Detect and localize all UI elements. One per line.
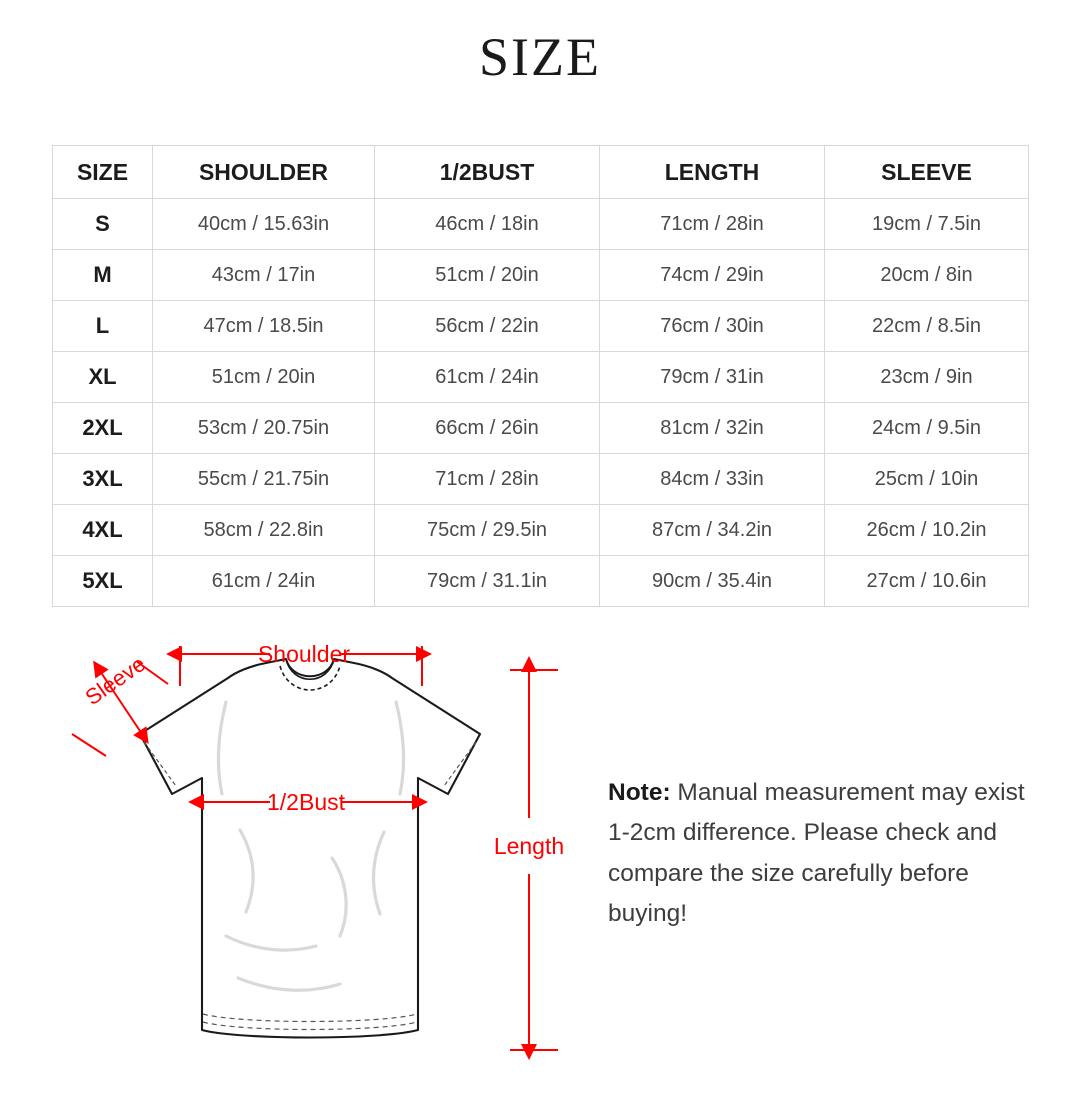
- cell-length: 87cm / 34.2in: [600, 505, 825, 556]
- page-title: SIZE: [479, 27, 601, 87]
- cell-shoulder: 58cm / 22.8in: [153, 505, 375, 556]
- cell-size: M: [53, 250, 153, 301]
- cell-size: 5XL: [53, 556, 153, 607]
- column-header-length: LENGTH: [600, 146, 825, 199]
- cell-sleeve: 23cm / 9in: [825, 352, 1029, 403]
- cell-sleeve: 20cm / 8in: [825, 250, 1029, 301]
- cell-length: 79cm / 31in: [600, 352, 825, 403]
- cell-length: 81cm / 32in: [600, 403, 825, 454]
- cell-bust: 75cm / 29.5in: [375, 505, 600, 556]
- table-row: [53, 505, 1029, 556]
- cell-size: 4XL: [53, 505, 153, 556]
- note-body: Manual measurement may exist 1-2cm difference. Please check and compare the size carefully before buying!: [608, 778, 1025, 928]
- cell-shoulder: 43cm / 17in: [153, 250, 375, 301]
- table-row: [53, 352, 1029, 403]
- table-row: [53, 403, 1029, 454]
- shoulder-label: Shoulder: [257, 641, 351, 667]
- cell-sleeve: 22cm / 8.5in: [825, 301, 1029, 352]
- table-row: [53, 301, 1029, 352]
- cell-shoulder: 40cm / 15.63in: [153, 199, 375, 250]
- cell-bust: 61cm / 24in: [375, 352, 600, 403]
- column-header-size: SIZE: [53, 146, 153, 199]
- cell-length: 71cm / 28in: [600, 199, 825, 250]
- table-row: [53, 556, 1029, 607]
- table-row: [53, 250, 1029, 301]
- cell-sleeve: 25cm / 10in: [825, 454, 1029, 505]
- cell-bust: 51cm / 20in: [375, 250, 600, 301]
- cell-bust: 79cm / 31.1in: [375, 556, 600, 607]
- table-header-row: [53, 146, 1029, 199]
- cell-sleeve: 27cm / 10.6in: [825, 556, 1029, 607]
- size-table-container: [52, 145, 1028, 607]
- cell-length: 90cm / 35.4in: [600, 556, 825, 607]
- cell-length: 76cm / 30in: [600, 301, 825, 352]
- tshirt-illustration: [140, 659, 480, 1038]
- column-header-shoulder: SHOULDER: [153, 146, 375, 199]
- cell-size: L: [53, 301, 153, 352]
- cell-size: S: [53, 199, 153, 250]
- note-text: [608, 773, 1040, 936]
- sleeve-label: Sleeve: [80, 651, 150, 711]
- bust-label: 1/2Bust: [267, 789, 345, 815]
- cell-sleeve: 19cm / 7.5in: [825, 199, 1029, 250]
- cell-bust: 66cm / 26in: [375, 403, 600, 454]
- table-row: [53, 454, 1029, 505]
- cell-shoulder: 55cm / 21.75in: [153, 454, 375, 505]
- cell-shoulder: 51cm / 20in: [153, 352, 375, 403]
- note-label: Note:: [608, 778, 671, 806]
- cell-size: XL: [53, 352, 153, 403]
- measurement-diagram: [40, 606, 580, 1086]
- column-header-bust: 1/2BUST: [375, 146, 600, 199]
- cell-length: 74cm / 29in: [600, 250, 825, 301]
- cell-shoulder: 61cm / 24in: [153, 556, 375, 607]
- cell-bust: 46cm / 18in: [375, 199, 600, 250]
- length-label: Length: [493, 833, 565, 859]
- length-dimension: [510, 670, 558, 1050]
- cell-bust: 71cm / 28in: [375, 454, 600, 505]
- table-row: [53, 199, 1029, 250]
- cell-size: 2XL: [53, 403, 153, 454]
- cell-size: 3XL: [53, 454, 153, 505]
- cell-shoulder: 47cm / 18.5in: [153, 301, 375, 352]
- cell-length: 84cm / 33in: [600, 454, 825, 505]
- cell-bust: 56cm / 22in: [375, 301, 600, 352]
- cell-shoulder: 53cm / 20.75in: [153, 403, 375, 454]
- size-chart-table: [52, 145, 1029, 607]
- cell-sleeve: 26cm / 10.2in: [825, 505, 1029, 556]
- column-header-sleeve: SLEEVE: [825, 146, 1029, 199]
- cell-sleeve: 24cm / 9.5in: [825, 403, 1029, 454]
